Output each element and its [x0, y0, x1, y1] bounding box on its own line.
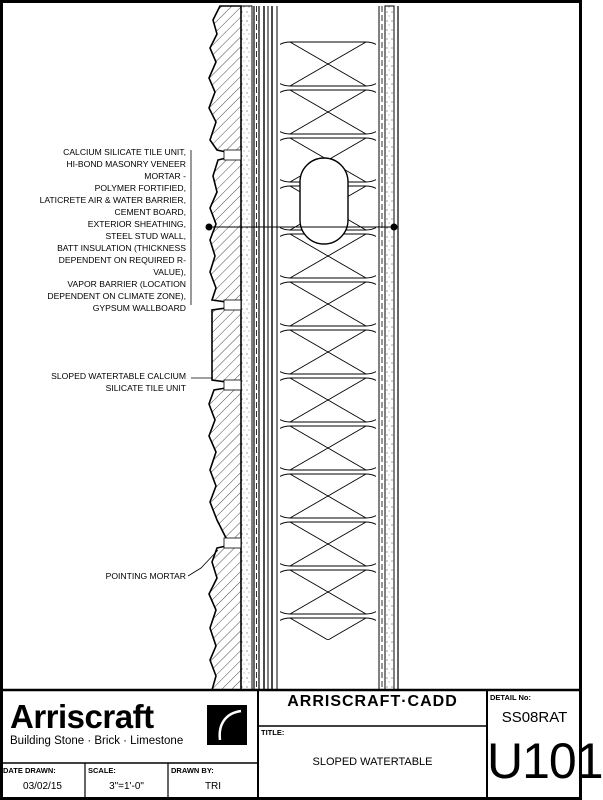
- callout-line: DEPENDENT ON REQUIRED R-VALUE),: [58, 255, 186, 277]
- callout-line: CALCIUM SILICATE TILE UNIT,: [63, 147, 186, 157]
- assembly-callout: [30, 146, 186, 314]
- callout-line: SILICATE TILE UNIT: [105, 383, 186, 393]
- logo-tagline: Building Stone · Brick · Limestone: [10, 735, 184, 747]
- mortar-joint: [224, 300, 241, 310]
- arriscraft-logo-mark-icon: [207, 705, 247, 745]
- company-name: ARRISCRAFT·CADD: [287, 693, 458, 710]
- gypsum-wallboard: [385, 6, 394, 690]
- drawn-by-value: TRI: [204, 781, 222, 792]
- callout-line: SLOPED WATERTABLE CALCIUM: [51, 371, 186, 381]
- logo-name: Arriscraft: [10, 698, 154, 735]
- mortar-joint: [224, 150, 241, 160]
- tile-veneer-section: [209, 6, 241, 690]
- callout-line: CEMENT BOARD,: [114, 207, 186, 217]
- callout-line: VAPOR BARRIER (LOCATION: [67, 279, 186, 289]
- drawing-title: SLOPED WATERTABLE: [312, 756, 433, 768]
- logo: [10, 700, 205, 747]
- callout-line: HI-BOND MASONRY VENEER MORTAR -: [66, 159, 186, 181]
- pointing-mortar-callout: [30, 570, 186, 582]
- title-label: TITLE:: [261, 728, 285, 737]
- mortar-joint: [224, 538, 241, 548]
- date-value: 03/02/15: [23, 781, 62, 792]
- batt-insulation: [280, 40, 376, 640]
- callout-line: LATICRETE AIR & WATER BARRIER,: [39, 195, 186, 205]
- callout-line: GYPSUM WALLBOARD: [92, 303, 186, 313]
- detail-label: DETAIL No:: [490, 693, 531, 702]
- callout-line: BATT INSULATION (THICKNESS: [57, 243, 186, 253]
- callout-line: STEEL STUD WALL,: [105, 231, 186, 241]
- callout-line: DEPENDENT ON CLIMATE ZONE),: [47, 291, 186, 301]
- scale-label: SCALE:: [88, 766, 116, 775]
- watertable-callout: [30, 370, 186, 394]
- detail-number: SS08RAT: [501, 709, 568, 726]
- callout-line: POLYMER FORTIFIED,: [94, 183, 186, 193]
- callout-line: EXTERIOR SHEATHING,: [87, 219, 186, 229]
- callout-line: POINTING MORTAR: [105, 571, 186, 581]
- cement-board: [241, 6, 252, 690]
- mortar-joint: [224, 380, 241, 390]
- stud-web-opening: [300, 158, 348, 244]
- scale-value: 3"=1'-0": [109, 781, 144, 792]
- date-label: DATE DRAWN:: [3, 766, 56, 775]
- drawn-by-label: DRAWN BY:: [171, 766, 214, 775]
- sheet-number: U101: [487, 733, 603, 789]
